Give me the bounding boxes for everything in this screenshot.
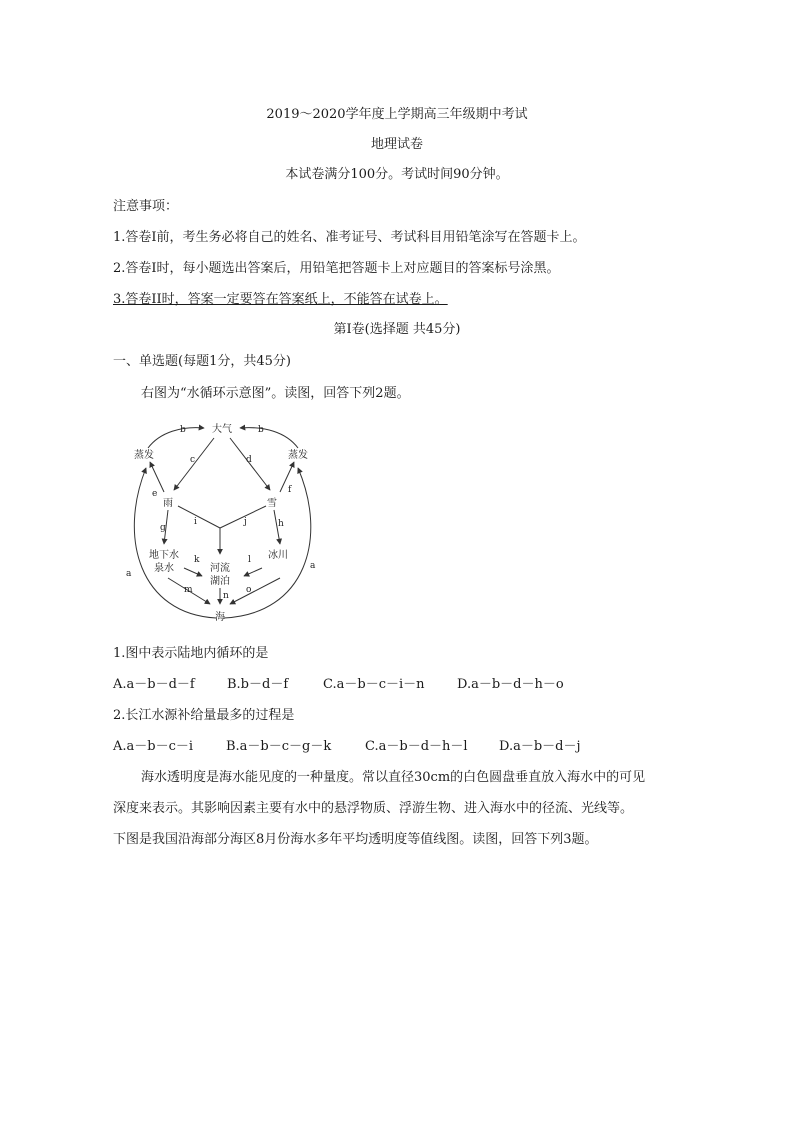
arrow-label-k: k <box>194 555 200 565</box>
notes-heading: 注意事项： <box>113 199 179 214</box>
exam-info: 本试卷满分100分。考试时间90分钟。 <box>285 167 509 182</box>
section-title: 第I卷(选择题 共45分) <box>333 322 461 337</box>
note-item-text: 3.答卷II时，答案一定要答在答案纸上，不能答在试卷上。 <box>113 292 448 307</box>
note-item: 1.答卷I前，考生务必将自己的姓名、准考证号、考试科目用铅笔涂写在答题卡上。 <box>113 230 586 245</box>
arrow-label-i: i <box>194 517 197 527</box>
arrow-label-b: b <box>258 425 264 435</box>
node-snow: 雪 <box>267 498 277 509</box>
node-rain: 雨 <box>163 498 173 509</box>
option-a: A.a－b－c－i <box>113 739 194 754</box>
option-c: C.a－b－d－h－l <box>365 739 468 754</box>
arrow-label-e: e <box>152 489 158 499</box>
arrow-label-m: m <box>184 585 193 595</box>
option-c: C.a－b－c－i－n <box>323 677 425 692</box>
passage-line: 海水透明度是海水能见度的一种量度。常以直径30cm的白色圆盘垂直放入海水中的可见 <box>141 770 646 785</box>
note-item <box>113 291 448 309</box>
part-heading: 一、单选题(每题1分，共45分) <box>113 354 291 369</box>
option-b: B.b－d－f <box>227 677 289 692</box>
passage-line: 深度来表示。其影响因素主要有水中的悬浮物质、浮游生物、进入海水中的径流、光线等。 <box>113 801 634 816</box>
node-lake: 湖泊 <box>210 576 230 587</box>
arrow-label-c: c <box>190 455 196 465</box>
option-d: D.a－b－d－h－o <box>457 677 564 692</box>
arrow-label-g: g <box>160 523 166 533</box>
question-intro: 右图为“水循环示意图”。读图，回答下列2题。 <box>141 386 410 401</box>
arrow-label-o: o <box>246 585 252 595</box>
node-groundwater: 地下水 <box>149 550 179 561</box>
question-2-options <box>113 738 581 756</box>
arrow-label-l: l <box>248 555 251 565</box>
arrow-label-a: a <box>310 561 316 571</box>
question-1-stem: 1.图中表示陆地内循环的是 <box>113 646 269 661</box>
node-sea: 海 <box>215 612 225 623</box>
option-a: A.a－b－d－f <box>113 677 195 692</box>
option-b: B.a－b－c－g－k <box>226 739 332 754</box>
question-2-stem: 2.长江水源补给量最多的过程是 <box>113 708 295 723</box>
passage-line: 下图是我国沿海部分海区8月份海水多年平均透明度等值线图。读图，回答下列3题。 <box>113 832 598 847</box>
water-cycle-diagram <box>120 418 326 628</box>
exam-title: 2019～2020学年度上学期高三年级期中考试 <box>266 107 528 122</box>
node-evaporation-left: 蒸发 <box>134 450 154 461</box>
arrow-label-f: f <box>288 485 292 495</box>
question-1-options <box>113 676 564 694</box>
arrow-label-j: j <box>244 517 247 527</box>
subject-title: 地理试卷 <box>370 137 423 152</box>
note-item: 2.答卷I时，每小题选出答案后，用铅笔把答题卡上对应题目的答案标号涂黑。 <box>113 261 560 276</box>
arrow-label-a: a <box>126 569 132 579</box>
arrow-label-b: b <box>180 425 186 435</box>
node-spring-water: 泉水 <box>154 563 174 574</box>
node-atmosphere: 大气 <box>212 424 232 435</box>
node-glacier: 冰川 <box>268 550 288 561</box>
option-d: D.a－b－d－j <box>499 739 581 754</box>
node-river: 河流 <box>210 563 230 574</box>
arrow-label-n: n <box>223 591 229 601</box>
node-evaporation-right: 蒸发 <box>288 450 308 461</box>
arrow-label-h: h <box>278 519 284 529</box>
arrow-label-d: d <box>246 455 252 465</box>
